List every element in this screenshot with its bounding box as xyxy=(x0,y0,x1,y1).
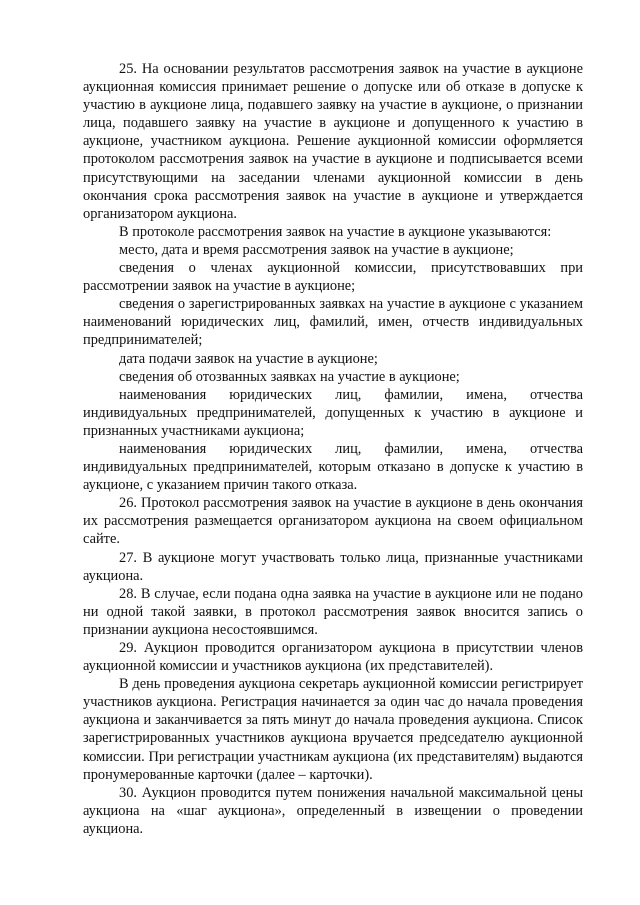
protocol-item-withdrawn-applications: сведения об отозванных заявках на участие в аукционе; xyxy=(119,368,460,385)
paragraph-29: 29. Аукцион проводится организатором аукциона в присутствии членов аукционной комиссии и участников аукциона (их представителей). xyxy=(83,640,583,675)
protocol-item-admitted-participants: наименования юридических лиц, фамилии, имена, отчества индивидуальных предпринимателей, допущенных к участию в аукционе и признанных участниками аукциона; xyxy=(83,386,583,439)
paragraph-30: 30. Аукцион проводится путем понижения начальной максимальной цены аукциона на «шаг аукциона», определенный в извещении о проведении аукциона. xyxy=(83,784,583,837)
paragraph-26: 26. Протокол рассмотрения заявок на участие в аукционе в день окончания их рассмотрения размещается организатором аукциона на своем официальном сайте. xyxy=(83,495,583,548)
protocol-item-registered-applications: сведения о зарегистрированных заявках на участие в аукционе с указанием наименований юридических лиц, фамилий, имен, отчеств индивидуальных предпринимателей; xyxy=(83,296,583,349)
registration-paragraph: В день проведения аукциона секретарь аукционной комиссии регистрирует участников аукциона. Регистрация начинается за один час до начала проведения аукциона и заканчивается за пять минут до начала проведения аукциона. Список зарегистрированных участников аукциона вручается председателю аукционной комиссии. При регистрации участникам аукциона (их представителям) выдаются пронумерованные карточки (далее – карточки). xyxy=(83,676,583,783)
paragraph-27: 27. В аукционе могут участвовать только лица, признанные участниками аукциона. xyxy=(83,549,583,584)
document-page xyxy=(83,60,583,838)
protocol-item-submission-date: дата подачи заявок на участие в аукционе; xyxy=(119,350,378,367)
paragraph-25: 25. На основании результатов рассмотрения заявок на участие в аукционе аукционная комиссия принимает решение о допуске или об отказе в допуске к участию в аукционе лица, подавшего заявку на участие в аукционе, о признании лица, подавшего заявку на участие в аукционе и допущенного к участию в аукционе, участником аукциона. Решение аукционной комиссии оформляется протоколом рассмотрения заявок на участие в аукционе и подписывается всеми присутствующими на заседании членами аукционной комиссии в день окончания срока рассмотрения заявок на участие в аукционе и утверждается организатором аукциона. xyxy=(83,61,583,222)
protocol-item-refused-participants: наименования юридических лиц, фамилии, имена, отчества индивидуальных предпринимателей, которым отказано в допуске к участию в аукционе, с указанием причин такого отказа. xyxy=(83,440,583,494)
paragraph-28: 28. В случае, если подана одна заявка на участие в аукционе или не подано ни одной такой заявки, в протокол рассмотрения заявок вносится запись о признании аукциона несостоявшимся. xyxy=(83,585,583,638)
protocol-item-place-date-time: место, дата и время рассмотрения заявок на участие в аукционе; xyxy=(119,241,514,258)
protocol-item-commission-members: сведения о членах аукционной комиссии, присутствовавших при рассмотрении заявок на участие в аукционе; xyxy=(83,260,583,295)
protocol-contents-intro: В протоколе рассмотрения заявок на участие в аукционе указываются: xyxy=(119,223,552,240)
